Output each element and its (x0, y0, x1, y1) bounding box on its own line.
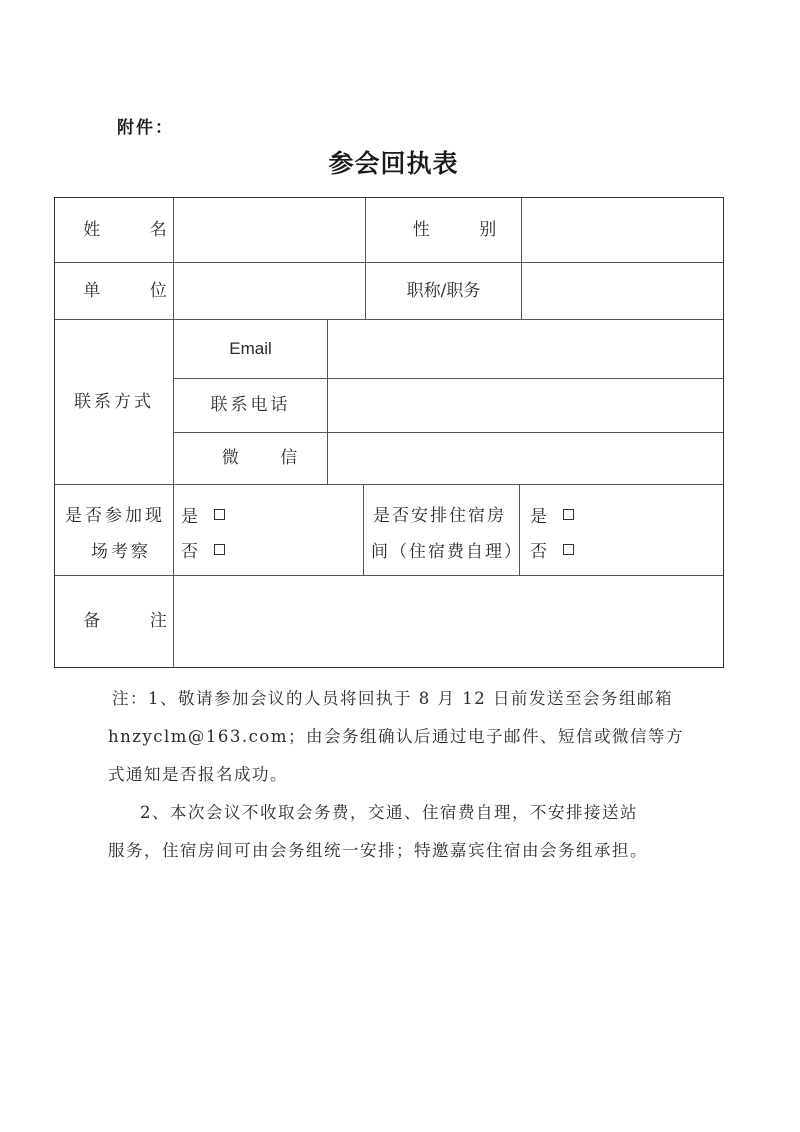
site-visit-yes-option[interactable] (181, 502, 225, 527)
email-label: Email (229, 338, 272, 358)
lodging-yes-option[interactable] (530, 502, 574, 527)
no-option-label: 否 (181, 542, 200, 562)
row-divider (55, 484, 723, 485)
lodging-no-option[interactable] (530, 537, 574, 562)
name-field[interactable] (174, 198, 365, 262)
yes-option-label: 是 (181, 507, 200, 527)
unit-label: 单 位 (83, 280, 189, 301)
yes-option-label: 是 (530, 507, 549, 527)
lodging-label-line1: 是否安排住宿房 (373, 506, 506, 526)
note1-line1: 注：1、敬请参加会议的人员将回执于 8 月 12 日前发送至会务组邮箱 (112, 689, 673, 708)
lodging-label (373, 498, 523, 570)
position-label: 职称/职务 (406, 280, 481, 301)
note1-line2: hnzyclm@163.com；由会务组确认后通过电子邮件、短信或微信等方 (108, 727, 684, 746)
notes-section (108, 680, 700, 870)
registration-form-table (54, 197, 724, 668)
site-visit-no-checkbox[interactable] (214, 544, 225, 555)
attachment-label: 附件： (117, 118, 174, 138)
wechat-field[interactable] (328, 433, 723, 484)
site-visit-options (181, 502, 225, 562)
lodging-options (530, 502, 574, 562)
gender-field[interactable] (522, 198, 723, 262)
site-visit-yes-checkbox[interactable] (214, 509, 225, 520)
site-visit-label-line2: 场考察 (91, 542, 151, 562)
lodging-label-line2: 间（住宿费自理） (371, 542, 523, 562)
note2-line2: 服务，住宿房间可由会务组统一安排；特邀嘉宾住宿由会务组承担。 (108, 841, 648, 860)
gender-label: 性 别 (412, 219, 519, 240)
site-visit-no-option[interactable] (181, 537, 225, 562)
wechat-label: 微 信 (221, 448, 316, 469)
column-divider (363, 484, 364, 575)
position-field[interactable] (522, 263, 723, 319)
remarks-label: 备 注 (83, 611, 189, 632)
no-option-label: 否 (530, 542, 549, 562)
page-title: 参会回执表 (328, 149, 459, 178)
site-visit-label (65, 498, 165, 570)
name-label: 姓 名 (83, 219, 189, 240)
unit-field[interactable] (174, 263, 365, 319)
email-field[interactable] (328, 320, 723, 378)
site-visit-label-line1: 是否参加现 (65, 506, 165, 526)
contact-label: 联系方式 (74, 391, 154, 412)
phone-label: 联系电话 (210, 395, 291, 416)
note2-line1: 2、本次会议不收取会务费，交通、住宿费自理，不安排接送站 (140, 803, 638, 822)
remarks-field[interactable] (174, 576, 723, 667)
lodging-yes-checkbox[interactable] (563, 509, 574, 520)
lodging-no-checkbox[interactable] (563, 544, 574, 555)
phone-field[interactable] (328, 379, 723, 432)
note1-line3: 式通知是否报名成功。 (108, 765, 288, 784)
